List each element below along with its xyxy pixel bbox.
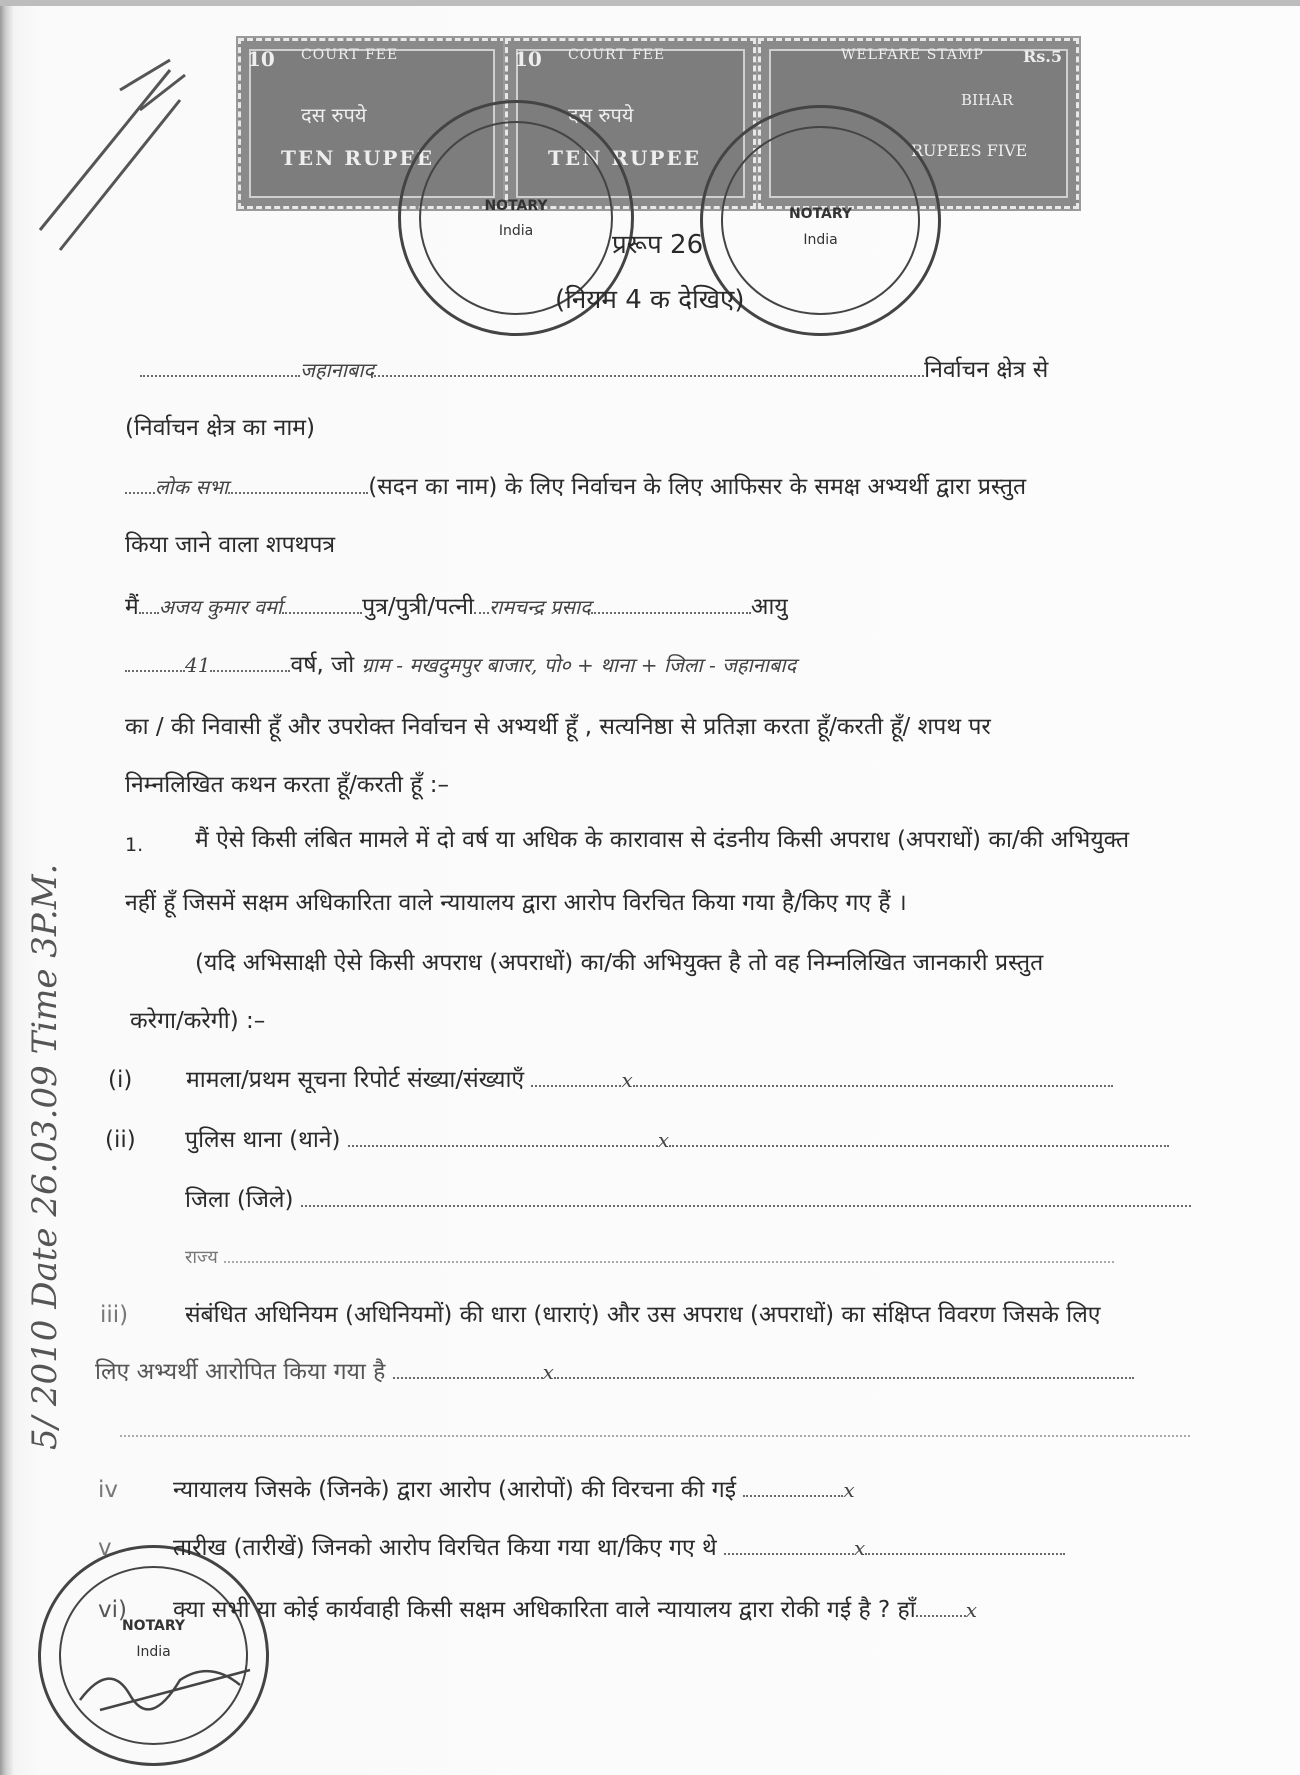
notary-seal: NOTARY India xyxy=(38,1545,269,1766)
item-v: v तारीख (तारीखें) जिनको आरोप विरचित किया गया था/किए गए थे x xyxy=(98,1533,1065,1563)
para-1-line-2: नहीं हूँ जिसमें सक्षम अधिकारिता वाले न्यायालय द्वारा आरोप विरचित किया गया है/किए गए हैं । xyxy=(125,890,907,916)
rule-reference: (नियम 4 क देखिए) xyxy=(555,285,745,315)
resident-line: का / की निवासी हूँ और उपरोक्त निर्वाचन से अभ्यर्थी हूँ , सत्यनिष्ठा से प्रतिज्ञा करता हूँ/करती हूँ/ शपथ पर xyxy=(125,714,991,740)
notary-signature xyxy=(70,1640,270,1730)
item-i: (i) मामला/प्रथम सूचना रिपोर्ट संख्या/संख्याएँ x xyxy=(108,1065,1113,1095)
constituency-line: जहानाबाद निर्वाचन क्षेत्र से xyxy=(140,355,1048,385)
district-line: जिला (जिले) xyxy=(185,1185,1191,1215)
court-fee-stamp: 10 COURT FEE दस रुपये TEN RUPEE xyxy=(505,38,756,209)
para-number: 1. xyxy=(125,834,144,856)
notary-seal: NOTARY India xyxy=(700,105,941,336)
affidavit-title: किया जाने वाला शपथपत्र xyxy=(125,532,336,558)
form-number: प्ररूप 26 xyxy=(612,230,704,260)
address-line: 41 वर्ष, जो ग्राम - मखदुमपुर बाजार, पो० + थाना + जिला - जहानाबाद xyxy=(125,650,796,680)
pen-scratch xyxy=(20,30,190,260)
notary-seal: NOTARY India xyxy=(398,100,634,336)
item-iii-line-1: iii) संबंधित अधिनियम (अधिनियमों) की धारा (धाराएं) और उस अपराध (अपराधों) का संक्षिप्त विवरण जिसके लिए xyxy=(100,1302,1101,1328)
para-2-line-1: (यदि अभिसाक्षी ऐसे किसी अपराध (अपराधों) का/की अभियुक्त है तो वह निम्नलिखित जानकारी प्रस्तुत xyxy=(195,950,1044,976)
item-iii-line-2: लिए अभ्यर्थी आरोपित किया गया है x xyxy=(95,1357,1134,1387)
margin-note: 5/ 2010 Date 26.03.09 Time 3P.M. xyxy=(25,863,65,1450)
para-2-line-2: करेगा/करेगी) :– xyxy=(130,1008,266,1034)
welfare-stamp: Rs.5 WELFARE STAMP BIHAR RUPEES FIVE xyxy=(758,38,1079,209)
item-vi: vi) क्या सभी या कोई कार्यवाही किसी सक्षम अधिकारिता वाले न्यायालय द्वारा रोकी गई है ? हाँ x xyxy=(98,1597,977,1623)
item-iv: iv न्यायालय जिसके (जिनके) द्वारा आरोप (आरोपों) की विरचना की गई x xyxy=(98,1477,855,1503)
blank-dotted-line xyxy=(120,1415,1190,1445)
page-edge xyxy=(0,0,1300,6)
name-line: मैं अजय कुमार वर्मा पुत्र/पुत्री/पत्नी रामचन्द्र प्रसाद आयु xyxy=(125,594,788,620)
constituency-label: (निर्वाचन क्षेत्र का नाम) xyxy=(125,415,316,441)
item-ii: (ii) पुलिस थाना (थाने) x xyxy=(105,1125,1169,1155)
house-line: लोक सभा (सदन का नाम) के लिए निर्वाचन के लिए आफिसर के समक्ष अभ्यर्थी द्वारा प्रस्तुत xyxy=(125,472,1026,502)
handwritten-constituency: जहानाबाद xyxy=(300,358,375,382)
court-fee-stamp: 10 COURT FEE दस रुपये TEN RUPEE xyxy=(238,38,506,209)
statement-line: निम्नलिखित कथन करता हूँ/करती हूँ :– xyxy=(125,772,450,798)
para-1-line-1: मैं ऐसे किसी लंबित मामले में दो वर्ष या अधिक के कारावास से दंडनीय किसी अपराध (अपराधों) का/की अभियुक्त xyxy=(195,827,1130,853)
state-line: राज्य xyxy=(185,1243,1114,1273)
